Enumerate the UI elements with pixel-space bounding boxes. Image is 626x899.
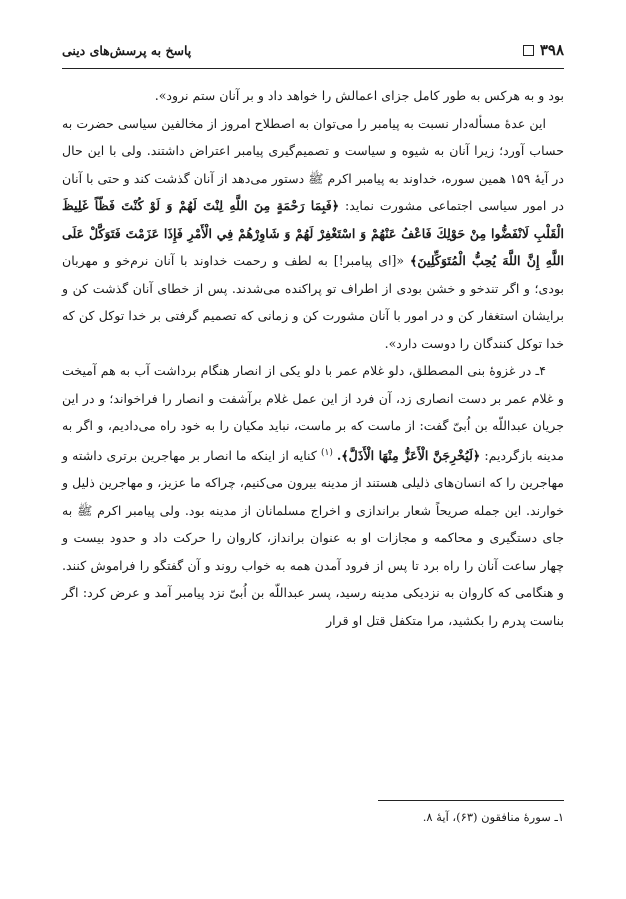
footnote-rule (378, 800, 564, 801)
header-rule (62, 68, 564, 69)
paragraph-3 (62, 357, 564, 634)
footnote-marker: (۱) (320, 447, 333, 458)
page-body (62, 82, 564, 634)
page-number: ۳۹۸ (539, 41, 564, 59)
paragraph-2-text: این عدهٔ مسأله‌دار نسبت به پیامبر را می‌توان به اصطلاح امروز از مخالفین سیاسی حضرت به حساب آورد؛ زیرا آنان به شیوه و سیاست و تصمیم‌گیری پیامبر اعتراض داشتند. ولی با این حال در آیهٔ ۱۵۹ همین سوره، خداوند به پیامبر اکرم ﷺ دستور می‌دهد از آنان گذشت کند و حتی با آنان در امور سیاسی اجتماعی مشورت نماید: (62, 115, 564, 213)
quran-verse-1: ﴿فَبِمَا رَحْمَةٍ مِنَ اللَّهِ لِنْتَ لَهُمْ وَ لَوْ كُنْتَ فَظّاً غَلِيظَ الْقَلْبِ لَانْفَضُّوا مِنْ حَوْلِكَ فَاعْفُ عَنْهُمْ وَ اسْتَغْفِرْ لَهُمْ وَ شَاوِرْهُمْ فِي الْأَمْرِ فَإِذَا عَزَمْتَ فَتَوَكَّلْ عَلَى اللَّهِ إِنَّ اللَّهَ يُحِبُّ الْمُتَوَكِّلِينَ﴾ (62, 198, 564, 268)
running-title: پاسخ به پرسش‌های دینی (62, 42, 192, 58)
page-number-block (523, 41, 564, 59)
page-header (62, 38, 564, 62)
translation-1: «[ای پیامبر!] به لطف و رحمت خداوند با آنان نرم‌خو و مهربان بودی؛ و اگر تندخو و خشن بودی از اطراف تو پراکنده می‌شدند. پس از خطای آنان گذشت کن و برایشان استغفار کن و در امور با آنان مشورت کن و زمانی که تصمیم گرفتی بر خدا توکل کن که خدا توکل کنندگان را دوست دارد». (62, 253, 564, 351)
paragraph-3-start: ۴ـ در غزوهٔ بنی المصطلق، دلو غلام عمر با دلو یکی از انصار هنگام برداشت آب به هم آمیخت و غلام عمر بر دست انصاری زد، آن فرد از این عمل غلام برآشفت و انصار را فراخواند؛ و در این جریان عبداللّه بن اُبیّ گفت: از ماست که بر ماست، نباید مکیان را به خود راه می‌دادیم، و اگر به مدینه بازگردیم: (62, 363, 565, 463)
square-icon (523, 45, 534, 56)
paragraph-2 (62, 110, 564, 358)
paragraph-1: بود و به هرکس به طور کامل جزای اعمالش را خواهد داد و بر آنان ستم نرود». (154, 88, 564, 103)
quran-verse-2: ﴿لَيُخْرِجَنَّ الْأَعَزُّ مِنْهَا الْأَذَلَّ﴾. (336, 447, 481, 463)
footnote: ۱ـ سورهٔ منافقون (۶۳)، آیهٔ ۸. (422, 810, 564, 824)
paragraph-3-end: کنایه از اینکه ما انصار بر مهاجرین برتری داشته و مهاجرین را که انسان‌های ذلیلی هستند از مدینه بیرون می‌کنیم، چراکه ما عزیز، و مهاجرین ذلیل و خوارند. این جمله صریحاً شعار براندازی و اخراج مسلمانان از مدینه بود. ولی پیامبر اکرم ﷺ به جای دستگیری و محاکمه و مجازات او به عنوان برانداز، کاروان را حرکت داد و حدود بیست و چهار ساعت آنان را راه برد تا پس از فرود آمدن همه به خواب روند و آن گفتگو را فراموش کنند. و هنگامی که کاروان به نزدیکی مدینه رسید، پسر عبداللّه بن اُبیّ نزد پیامبر آمد و عرض کرد: اگر بناست پدرم را بکشید، مرا متکفل قتل او قرار (62, 447, 564, 628)
